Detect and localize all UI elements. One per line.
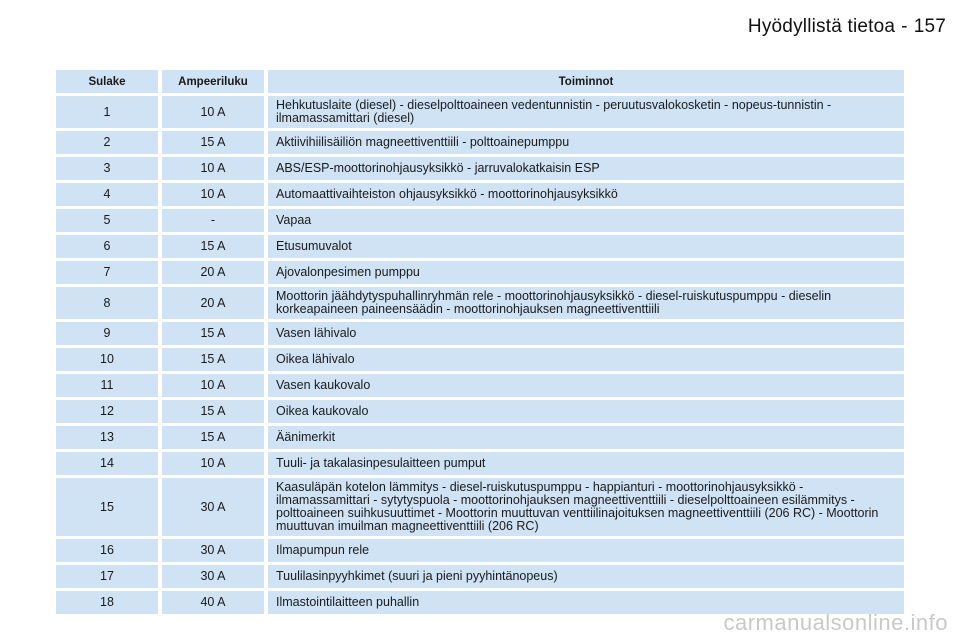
page-number: 157 — [913, 16, 946, 37]
fuse-number-cell: 2 — [56, 131, 158, 154]
amperage-cell: 15 A — [158, 131, 264, 154]
table-row — [56, 209, 904, 232]
amperage-cell: 15 A — [158, 322, 264, 345]
function-cell: Hehkutuslaite (diesel) - dieselpolttoaineen vedentunnistin - peruutusvalokosketin - nopeus-tunnistin - ilmamassamittari (diesel) — [264, 96, 904, 128]
fuse-number-cell: 14 — [56, 452, 158, 475]
function-cell: Tuulilasinpyyhkimet (suuri ja pieni pyyhintänopeus) — [264, 565, 904, 588]
amperage-cell: 15 A — [158, 235, 264, 258]
amperage-cell: 10 A — [158, 96, 264, 128]
function-cell: Aktiivihiilisäiliön magneettiventtiili - polttoainepumppu — [264, 131, 904, 154]
table-row — [56, 565, 904, 588]
function-cell: Kaasuläpän kotelon lämmitys - diesel-ruiskutuspumppu - happianturi - moottorinohjausyksikkö - ilmamassamittari - sytytyspuola - moottorinohjauksen magneettiventtiili - dieselpolttoaineen esilämmitys - polttoaineen suihkusuuttimet - Moottorin muuttuvan venttiilinajoituksen magneettiventtiili (206 RC) - Moottorin muuttuvan imuilman magneettiventtiili (206 RC) — [264, 478, 904, 536]
fuse-number-cell: 6 — [56, 235, 158, 258]
function-cell: ABS/ESP-moottorinohjausyksikkö - jarruvalokatkaisin ESP — [264, 157, 904, 180]
function-cell: Tuuli- ja takalasinpesulaitteen pumput — [264, 452, 904, 475]
fuse-number-cell: 3 — [56, 157, 158, 180]
watermark: carmanualsonline.info — [723, 610, 948, 635]
function-cell: Etusumuvalot — [264, 235, 904, 258]
table-row — [56, 426, 904, 449]
fuse-number-cell: 11 — [56, 374, 158, 397]
table-row — [56, 400, 904, 423]
table-row — [56, 374, 904, 397]
function-cell: Vasen kaukovalo — [264, 374, 904, 397]
table-row — [56, 131, 904, 154]
function-cell: Äänimerkit — [264, 426, 904, 449]
table-row — [56, 322, 904, 345]
header-separator: - — [901, 16, 908, 37]
page-header — [748, 16, 946, 38]
amperage-cell: 15 A — [158, 426, 264, 449]
fuse-number-cell: 10 — [56, 348, 158, 371]
fuse-number-cell: 7 — [56, 261, 158, 284]
table-row — [56, 478, 904, 536]
amperage-cell: 10 A — [158, 183, 264, 206]
function-cell: Oikea kaukovalo — [264, 400, 904, 423]
page-title: Hyödyllistä tietoa — [747, 16, 896, 37]
table-row — [56, 183, 904, 206]
function-cell: Vapaa — [264, 209, 904, 232]
fuse-number-cell: 15 — [56, 478, 158, 536]
fuse-table — [56, 67, 904, 617]
table-row — [56, 157, 904, 180]
table-row — [56, 539, 904, 562]
fuse-number-cell: 9 — [56, 322, 158, 345]
function-cell: Automaattivaihteiston ohjausyksikkö - moottorinohjausyksikkö — [264, 183, 904, 206]
table-row — [56, 348, 904, 371]
fuse-number-cell: 18 — [56, 591, 158, 614]
column-header-fuse: Sulake — [56, 70, 158, 93]
amperage-cell: 30 A — [158, 478, 264, 536]
table-row — [56, 261, 904, 284]
table-body — [56, 96, 904, 614]
function-cell: Oikea lähivalo — [264, 348, 904, 371]
function-cell: Vasen lähivalo — [264, 322, 904, 345]
amperage-cell: 10 A — [158, 374, 264, 397]
amperage-cell: 15 A — [158, 400, 264, 423]
table-row — [56, 452, 904, 475]
table-row — [56, 235, 904, 258]
function-cell: Moottorin jäähdytyspuhallinryhmän rele - moottorinohjausyksikkö - diesel-ruiskutuspumppu - dieselin korkeapaineen paineensäädin - moottorinohjauksen magneettiventtiili — [264, 287, 904, 319]
fuse-number-cell: 8 — [56, 287, 158, 319]
table-header-row — [56, 70, 904, 93]
table-row — [56, 287, 904, 319]
fuse-number-cell: 4 — [56, 183, 158, 206]
fuse-number-cell: 17 — [56, 565, 158, 588]
table-row — [56, 96, 904, 128]
amperage-cell: 10 A — [158, 452, 264, 475]
function-cell: Ilmapumpun rele — [264, 539, 904, 562]
function-cell: Ilmastointilaitteen puhallin — [264, 591, 904, 614]
fuse-number-cell: 13 — [56, 426, 158, 449]
amperage-cell: 30 A — [158, 565, 264, 588]
amperage-cell: 10 A — [158, 157, 264, 180]
amperage-cell: 30 A — [158, 539, 264, 562]
fuse-number-cell: 1 — [56, 96, 158, 128]
amperage-cell: 20 A — [158, 287, 264, 319]
column-header-functions: Toiminnot — [264, 70, 904, 93]
amperage-cell: 15 A — [158, 348, 264, 371]
amperage-cell: - — [158, 209, 264, 232]
amperage-cell: 20 A — [158, 261, 264, 284]
fuse-number-cell: 16 — [56, 539, 158, 562]
fuse-number-cell: 5 — [56, 209, 158, 232]
function-cell: Ajovalonpesimen pumppu — [264, 261, 904, 284]
amperage-cell: 40 A — [158, 591, 264, 614]
fuse-number-cell: 12 — [56, 400, 158, 423]
column-header-amperage: Ampeeriluku — [158, 70, 264, 93]
